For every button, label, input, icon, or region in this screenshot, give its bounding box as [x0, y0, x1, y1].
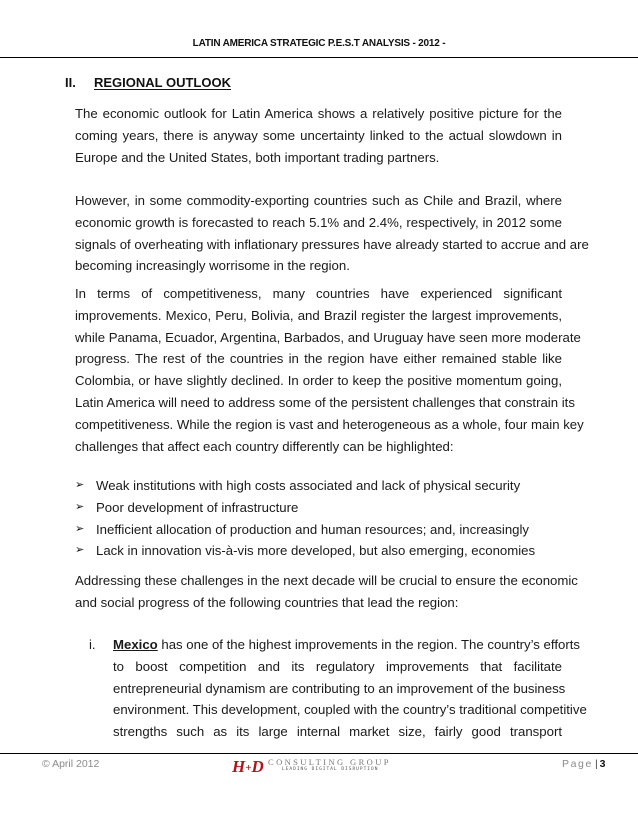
logo-mark-d: D	[251, 757, 263, 776]
challenges-list	[75, 475, 575, 562]
running-header: LATIN AMERICA STRATEGIC P.E.S.T ANALYSIS - 2012 -	[192, 38, 446, 49]
list-item	[75, 519, 575, 541]
list-item	[75, 497, 575, 519]
paragraph-line: improvements. Mexico, Peru, Bolivia, and Brazil register the largest improvements,	[75, 307, 562, 323]
page-separator: |	[594, 758, 598, 770]
page-label: Page	[562, 758, 593, 770]
section-title: REGIONAL OUTLOOK	[94, 75, 231, 90]
paragraph-line: and social progress of the following countries that lead the region:	[75, 594, 459, 610]
paragraph-line	[113, 634, 580, 656]
company-logo	[232, 757, 412, 781]
country-description	[113, 634, 587, 743]
paragraph-line: economic growth is forecasted to reach 5.1% and 2.4%, respectively, in 2012 some	[75, 214, 562, 230]
footer-rule	[0, 753, 638, 754]
paragraph-addressing-challenges	[75, 570, 578, 614]
list-marker: i.	[89, 637, 96, 652]
paragraph-line: coming years, there is anyway some uncertainty linked to the actual slowdown in	[75, 127, 562, 143]
logo-mark-h: H	[232, 757, 245, 776]
paragraph-competitiveness	[75, 283, 584, 457]
header-rule	[0, 57, 638, 58]
paragraph-line: signals of overheating with inflationary pressures have already started to accrue and are	[75, 236, 589, 252]
list-item-text: Inefficient allocation of production and human resources; and, increasingly	[96, 521, 530, 537]
section-number: II.	[65, 75, 76, 90]
arrow-bullet-icon: ➢	[75, 544, 85, 557]
page-number-indicator	[562, 758, 606, 770]
paragraph-line: Colombia, or have slightly declined. In order to keep the positive momentum going,	[75, 373, 562, 389]
page-number: 3	[599, 758, 606, 770]
paragraph-line: progress. The rest of the countries in the region have either remained stable like	[75, 351, 562, 367]
country-first-line: has one of the highest improvements in the region. The country’s efforts	[157, 637, 580, 652]
paragraph-line: while Panama, Ecuador, Argentina, Barbados, and Uruguay have seen more moderate	[75, 329, 581, 345]
paragraph-line: In terms of competitiveness, many countries have experienced significant	[75, 286, 562, 301]
list-item-text: Weak institutions with high costs associated and lack of physical security	[96, 478, 521, 493]
arrow-bullet-icon: ➢	[75, 500, 85, 513]
logo-tagline: LEADING DIGITAL DISRUPTION	[282, 767, 379, 772]
paragraph-line: becoming increasingly worrisome in the region.	[75, 258, 350, 274]
paragraph-line: Europe and the United States, both important trading partners.	[75, 149, 440, 165]
logo-mark-icon	[232, 757, 263, 777]
paragraph-line: environment. This development, coupled with the country’s traditional competitive	[113, 702, 587, 718]
paragraph-line: to boost competition and its regulatory improvements that facilitate	[113, 658, 562, 674]
arrow-bullet-icon: ➢	[75, 522, 85, 535]
arrow-bullet-icon: ➢	[75, 479, 85, 491]
paragraph-line: Latin America will need to address some of the persistent challenges that constrain its	[75, 394, 575, 410]
paragraph-economic-outlook	[75, 103, 562, 168]
logo-company-name: CONSULTING GROUP	[268, 757, 391, 767]
logo-mark-plus: +	[245, 762, 251, 774]
list-item-text: Lack in innovation vis-à-vis more developed, but also emerging, economies	[96, 543, 536, 559]
list-item	[75, 475, 575, 497]
paragraph-line: The economic outlook for Latin America shows a relatively positive picture for the	[75, 106, 562, 121]
footer-copyright: © April 2012	[42, 758, 100, 770]
section-heading	[65, 75, 231, 90]
paragraph-line: competitiveness. While the region is vast and heterogeneous as a whole, four main key	[75, 416, 584, 432]
country-name: Mexico	[113, 637, 158, 652]
paragraph-commodity-exporters	[75, 190, 589, 277]
paragraph-line: challenges that affect each country differently can be highlighted:	[75, 438, 454, 454]
list-item	[75, 540, 575, 562]
list-item-text: Poor development of infrastructure	[96, 499, 299, 515]
paragraph-line: entrepreneurial dynamism are contributing to an improvement of the business	[113, 680, 566, 696]
paragraph-line: However, in some commodity-exporting countries such as Chile and Brazil, where	[75, 193, 562, 208]
paragraph-line: strengths such as its large internal market size, fairly good transport	[113, 724, 562, 740]
paragraph-line: Addressing these challenges in the next decade will be crucial to ensure the economic	[75, 573, 578, 588]
